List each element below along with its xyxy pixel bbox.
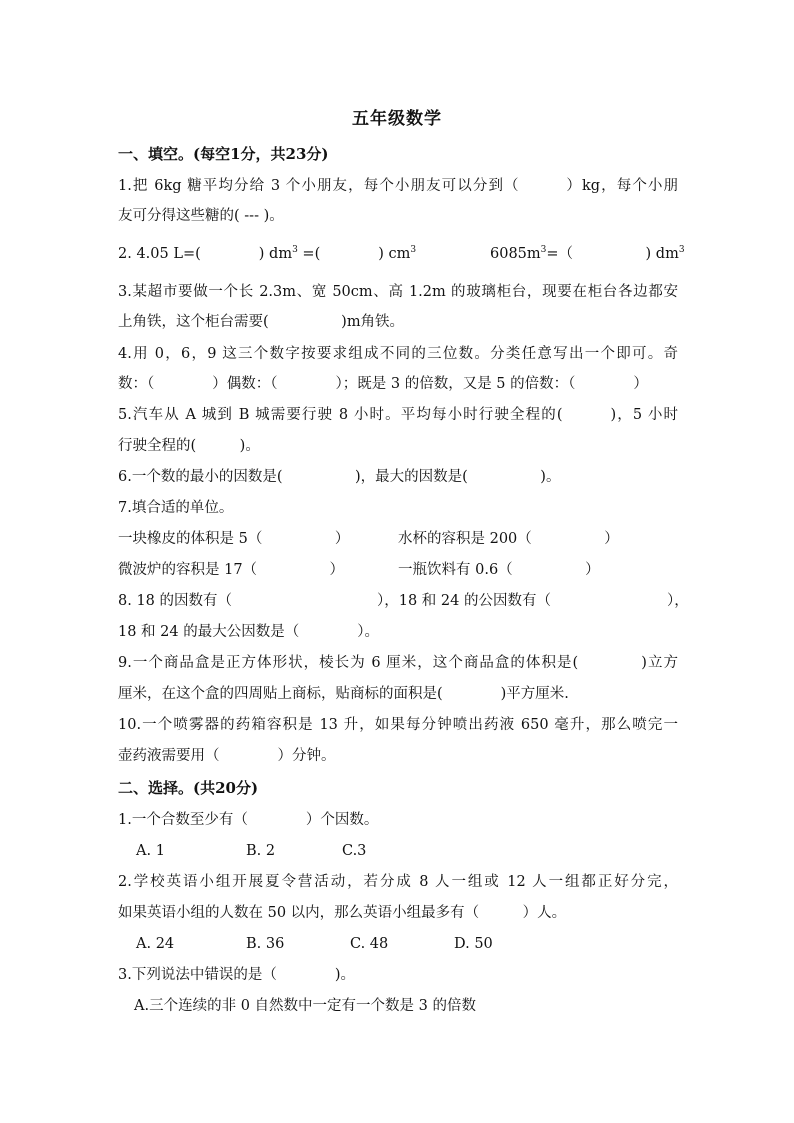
s2-q2-line1: 2.学校英语小组开展夏令营活动，若分成 8 人一组或 12 人一组都正好分完， (118, 874, 678, 890)
q2-sup-c: 3 (540, 245, 547, 256)
q7-a: 一块橡皮的体积是 5（ ） (118, 531, 350, 547)
q2-part-d: =（ ) dm (546, 246, 679, 262)
s2-q1-option-a: A. 1 (136, 843, 165, 859)
q7-heading: 7.填合适的单位。 (118, 500, 234, 516)
q10-line1: 10.一个喷雾器的药箱容积是 13 升，如果每分钟喷出药液 650 毫升，那么喷完一 (118, 717, 678, 733)
q3-line1: 3.某超市要做一个长 2.3m、宽 50cm、高 1.2m 的玻璃柜台，现要在柜台各边都安 (118, 284, 678, 300)
q10-line2: 壶药液需要用（ ）分钟。 (118, 748, 336, 764)
s2-q1-option-b: B. 2 (246, 843, 276, 859)
q8-line2: 18 和 24 的最大公因数是（ ）。 (118, 624, 379, 640)
q9-line2: 厘米，在这个盒的四周贴上商标，贴商标的面积是( )平方厘米. (118, 686, 569, 702)
s2-q2-line2: 如果英语小组的人数在 50 以内，那么英语小组最多有（ ）人。 (118, 905, 567, 921)
q2-sup-b: 3 (410, 245, 417, 256)
q3-line2: 上角铁，这个柜台需要( )m角铁。 (118, 314, 405, 330)
q8-line1: 8. 18 的因数有（ ），18 和 24 的公因数有（ ）， (118, 593, 689, 609)
section-1-heading: 一、填空。(每空1分，共23分) (118, 145, 329, 163)
q7-b: 水杯的容积是 200（ ） (398, 531, 619, 547)
q6: 6.一个数的最小的因数是( )，最大的因数是( )。 (118, 469, 561, 485)
q7-c: 微波炉的容积是 17（ ） (118, 562, 345, 578)
q9-line1: 9.一个商品盒是正方体形状，棱长为 6 厘米，这个商品盒的体积是( )立方 (118, 655, 678, 671)
q2-part-c: 6085m (490, 246, 541, 262)
s2-q1-option-c: C.3 (342, 843, 367, 859)
s2-q2-option-b: B. 36 (246, 936, 285, 952)
q2-sup-d: 3 (678, 245, 685, 256)
s2-q1: 1.一个合数至少有（ ）个因数。 (118, 812, 379, 828)
q5-line1: 5.汽车从 A 城到 B 城需要行驶 8 小时。平均每小时行驶全程的( )，5 小时 (118, 407, 678, 423)
q1-line1: 1.把 6kg 糖平均分给 3 个小朋友，每个小朋友可以分到（ ）kg，每个小朋 (118, 178, 678, 194)
s2-q3-option-a: A.三个连续的非 0 自然数中一定有一个数是 3 的倍数 (134, 998, 476, 1014)
s2-q2-option-a: A. 24 (136, 936, 175, 952)
q2-sup-a: 3 (292, 245, 298, 256)
section-2-heading: 二、选择。(共20分) (118, 779, 259, 797)
q2-part-b: =( ) cm (297, 246, 411, 262)
q4-line2: 数：（ ）偶数：（ ）；既是 3 的倍数，又是 5 的倍数：（ ） (118, 376, 648, 392)
page-title: 五年级数学 (352, 109, 442, 129)
q1-line2: 友可分得这些糖的( --- )。 (118, 208, 284, 224)
q5-line2: 行驶全程的( )。 (118, 438, 260, 454)
s2-q2-option-d: D. 50 (454, 936, 493, 952)
s2-q3: 3.下列说法中错误的是（ )。 (118, 967, 355, 983)
q4-line1: 4.用 0，6，9 这三个数字按要求组成不同的三位数。分类任意写出一个即可。奇 (118, 346, 678, 362)
q2-right (490, 244, 685, 264)
s2-q2-option-c: C. 48 (350, 936, 389, 952)
q2-part-a: 2. 4.05 L=( ) dm (118, 246, 293, 262)
q7-d: 一瓶饮料有 0.6（ ） (398, 562, 600, 578)
